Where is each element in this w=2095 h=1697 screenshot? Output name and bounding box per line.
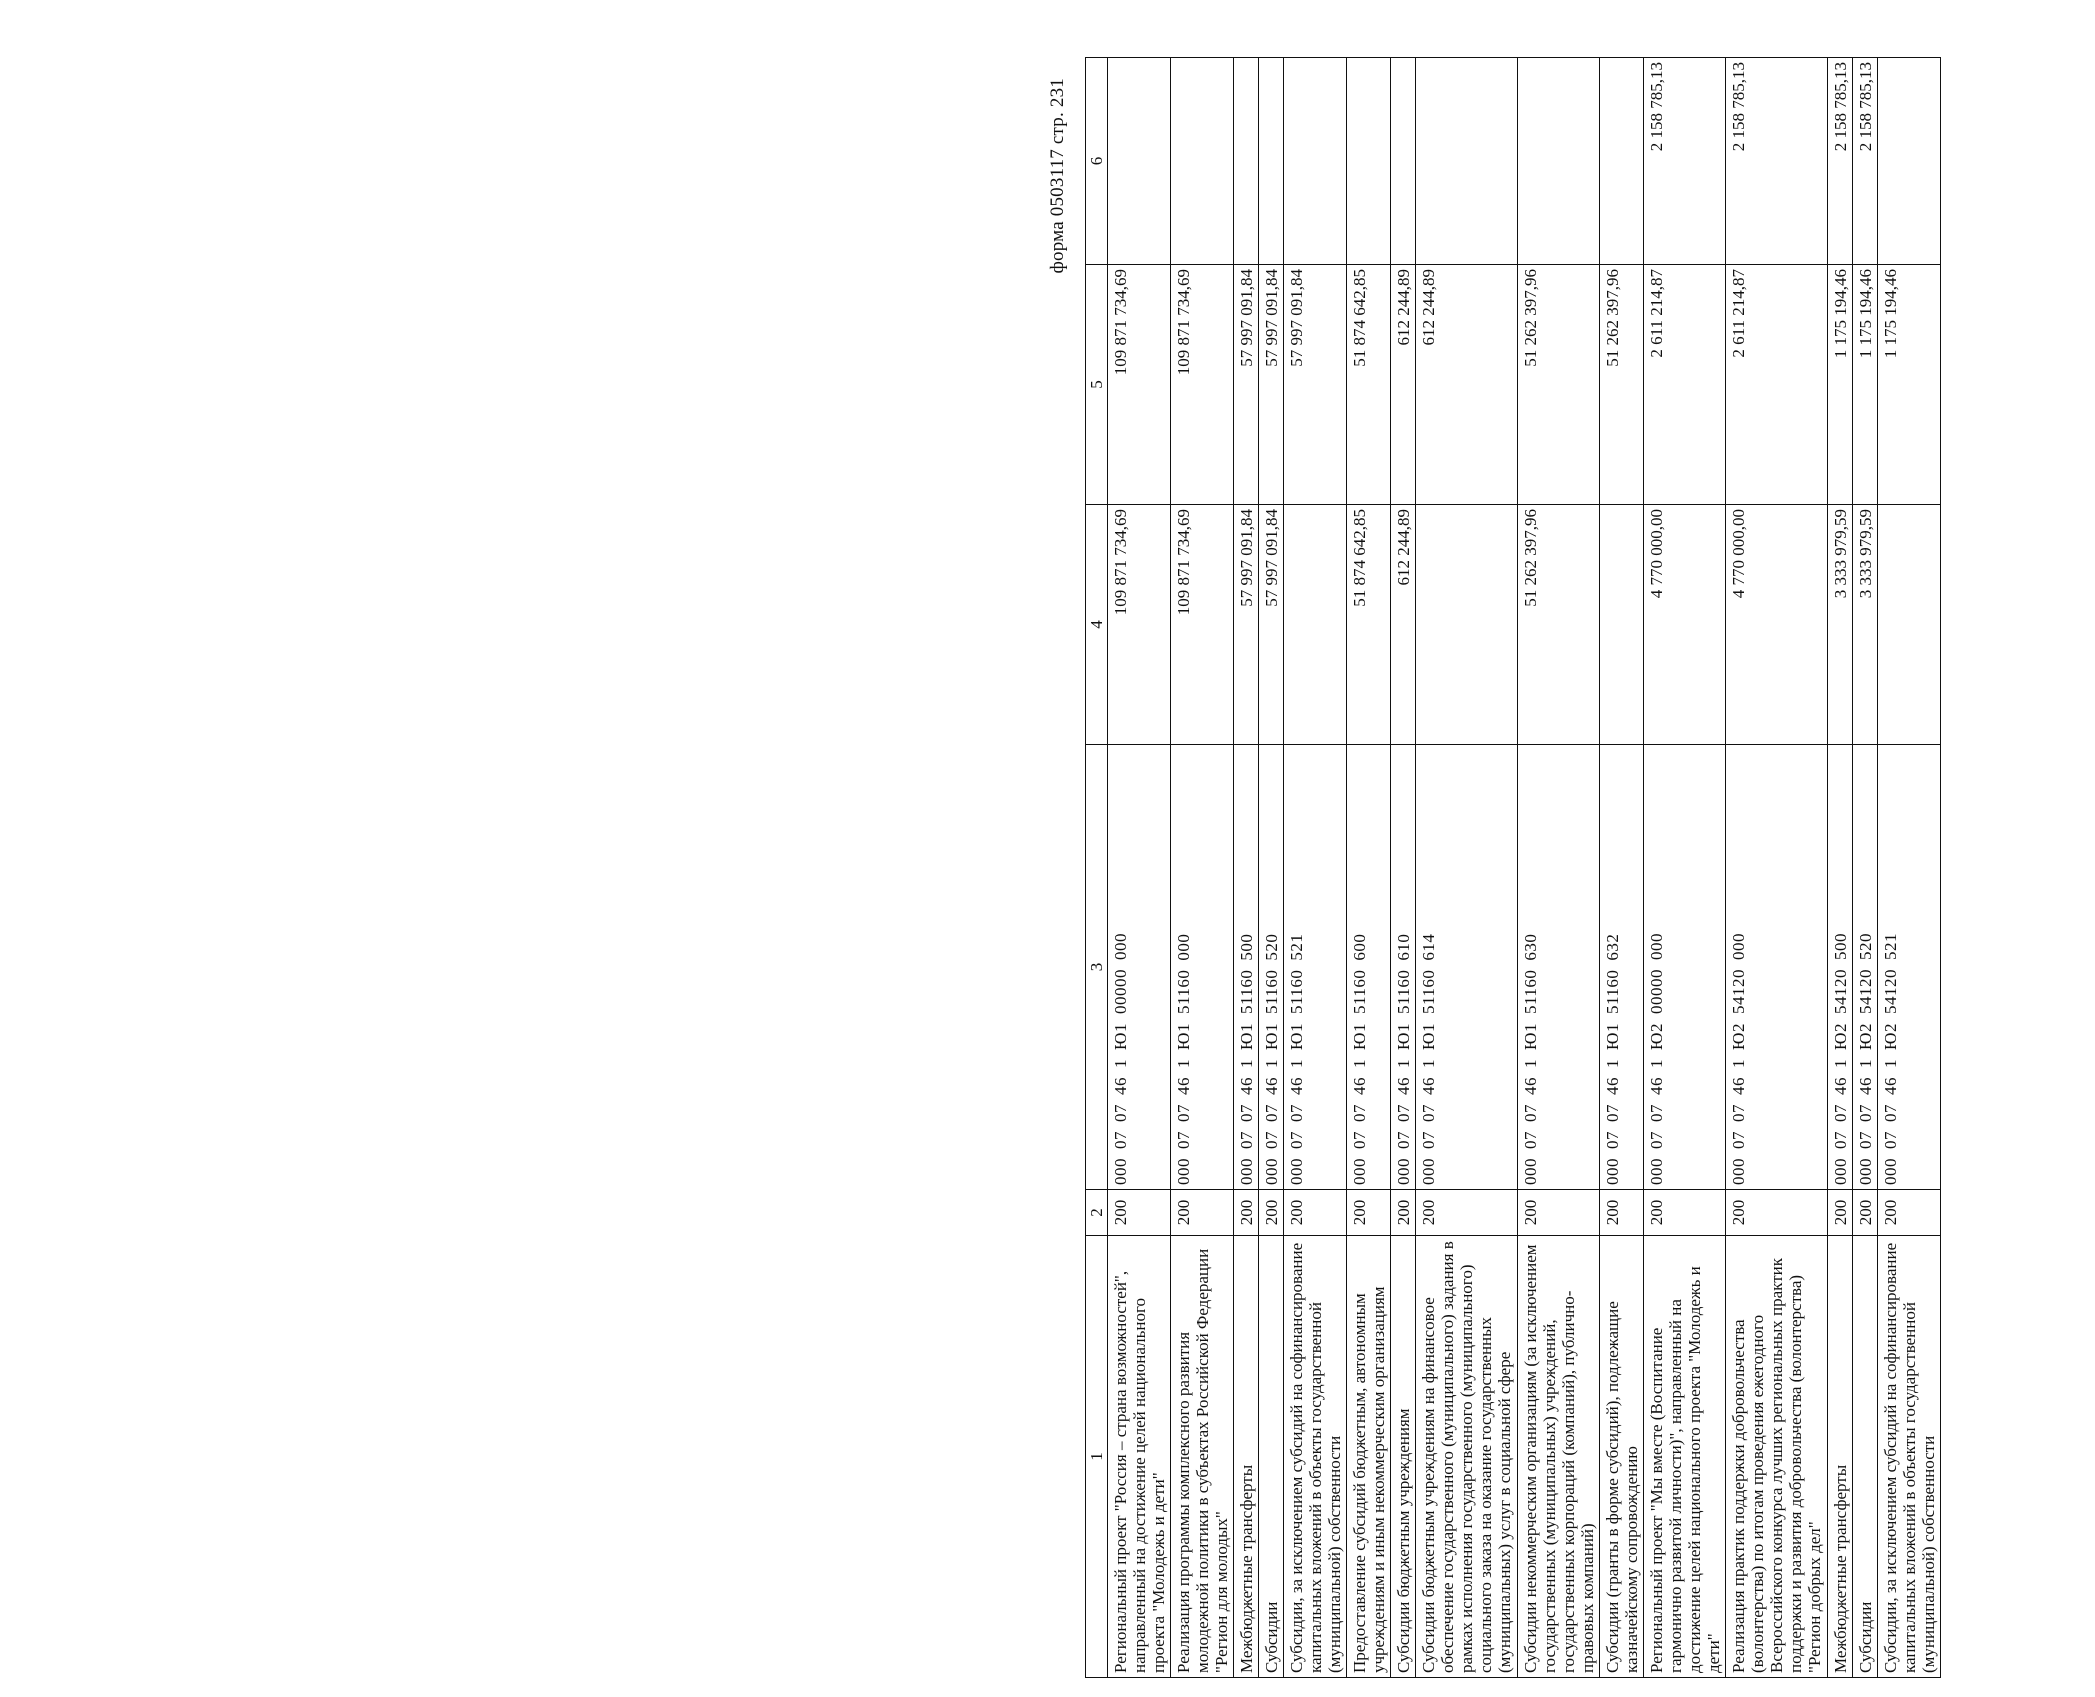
code-part: 632 bbox=[1603, 933, 1622, 961]
code-part: 1 bbox=[1262, 1059, 1281, 1068]
code-part: 000 bbox=[1350, 1158, 1369, 1185]
rotated-page bbox=[1047, 58, 2095, 1678]
unexecuted-cell: 2 158 785,13 bbox=[1726, 58, 1828, 265]
code-part: 521 bbox=[1881, 933, 1900, 961]
classification-code-cell bbox=[1347, 745, 1391, 1190]
code-part: 07 bbox=[1647, 1131, 1666, 1149]
line-code-cell: 200 bbox=[1726, 1190, 1828, 1236]
approved-cell bbox=[1600, 505, 1644, 745]
classification-code-cell bbox=[1600, 745, 1644, 1190]
code-part: 1 bbox=[1237, 1059, 1256, 1068]
code-part: Ю1 bbox=[1521, 1023, 1540, 1050]
code-part: Ю1 bbox=[1262, 1023, 1281, 1050]
code-part: 600 bbox=[1350, 933, 1369, 961]
column-number-row bbox=[1086, 58, 1108, 1678]
classification-code-cell bbox=[1391, 745, 1416, 1190]
code-part: 46 bbox=[1881, 1077, 1900, 1095]
code-part: 46 bbox=[1729, 1077, 1748, 1095]
code-part: 1 bbox=[1350, 1059, 1369, 1068]
code-part: 614 bbox=[1419, 933, 1438, 961]
line-code-cell: 200 bbox=[1391, 1190, 1416, 1236]
row-name-cell: Межбюджетные трансферты bbox=[1234, 1236, 1259, 1678]
code-part: 46 bbox=[1419, 1077, 1438, 1095]
unexecuted-cell bbox=[1391, 58, 1416, 265]
code-part: 1 bbox=[1729, 1059, 1748, 1068]
code-part: 54120 bbox=[1729, 969, 1748, 1015]
code-part: 1 bbox=[1647, 1059, 1666, 1068]
table-row bbox=[1853, 58, 1878, 1678]
code-part: 46 bbox=[1831, 1077, 1850, 1095]
code-part: 1 bbox=[1881, 1059, 1900, 1068]
code-part: 07 bbox=[1174, 1104, 1193, 1122]
code-part: 07 bbox=[1350, 1104, 1369, 1122]
code-part: 000 bbox=[1521, 1158, 1540, 1185]
code-part: 1 bbox=[1419, 1059, 1438, 1068]
code-part: Ю2 bbox=[1647, 1023, 1666, 1050]
code-part: 1 bbox=[1521, 1059, 1540, 1068]
code-part: 07 bbox=[1262, 1104, 1281, 1122]
code-part: 500 bbox=[1237, 933, 1256, 961]
code-part: 07 bbox=[1647, 1104, 1666, 1122]
budget-table bbox=[1085, 57, 1941, 1678]
executed-cell: 51 262 397,96 bbox=[1518, 265, 1600, 505]
classification-code-cell bbox=[1108, 745, 1171, 1190]
row-name-cell: Реализация программы комплексного развития молодежной политики в субъектах Российской Федерации "Регион для молодых" bbox=[1171, 1236, 1234, 1678]
table-row bbox=[1108, 58, 1171, 1678]
code-part: 46 bbox=[1174, 1077, 1193, 1095]
code-part: 07 bbox=[1262, 1131, 1281, 1149]
row-name-cell: Субсидии bbox=[1853, 1236, 1878, 1678]
classification-code-cell bbox=[1853, 745, 1878, 1190]
code-part: 000 bbox=[1174, 933, 1193, 961]
code-part: 1 bbox=[1111, 1059, 1130, 1068]
line-code-cell: 200 bbox=[1518, 1190, 1600, 1236]
line-code-cell: 200 bbox=[1108, 1190, 1171, 1236]
line-code-cell: 200 bbox=[1878, 1190, 1941, 1236]
classification-code-cell bbox=[1644, 745, 1726, 1190]
approved-cell: 51 874 642,85 bbox=[1347, 505, 1391, 745]
table-row bbox=[1234, 58, 1259, 1678]
classification-code-cell bbox=[1878, 745, 1941, 1190]
code-part: 46 bbox=[1262, 1077, 1281, 1095]
code-part: 520 bbox=[1856, 933, 1875, 961]
code-part: Ю1 bbox=[1111, 1023, 1130, 1050]
column-header: 6 bbox=[1086, 58, 1108, 265]
code-part: 07 bbox=[1603, 1104, 1622, 1122]
code-part: 46 bbox=[1647, 1077, 1666, 1095]
code-part: 07 bbox=[1394, 1131, 1413, 1149]
classification-code-cell bbox=[1828, 745, 1853, 1190]
executed-cell: 612 244,89 bbox=[1391, 265, 1416, 505]
code-part: 000 bbox=[1287, 1158, 1306, 1185]
approved-cell: 612 244,89 bbox=[1391, 505, 1416, 745]
code-part: 000 bbox=[1831, 1158, 1850, 1185]
code-part: 1 bbox=[1174, 1059, 1193, 1068]
code-part: 000 bbox=[1729, 933, 1748, 961]
table-row bbox=[1259, 58, 1284, 1678]
approved-cell: 109 871 734,69 bbox=[1108, 505, 1171, 745]
code-part: 630 bbox=[1521, 933, 1540, 961]
code-part: 1 bbox=[1287, 1059, 1306, 1068]
code-part: 07 bbox=[1603, 1131, 1622, 1149]
code-part: 07 bbox=[1856, 1131, 1875, 1149]
code-part: 000 bbox=[1603, 1158, 1622, 1185]
code-part: 51160 bbox=[1237, 969, 1256, 1015]
executed-cell: 1 175 194,46 bbox=[1853, 265, 1878, 505]
code-part: Ю2 bbox=[1831, 1023, 1850, 1050]
table-row bbox=[1828, 58, 1853, 1678]
table-row bbox=[1726, 58, 1828, 1678]
line-code-cell: 200 bbox=[1171, 1190, 1234, 1236]
line-code-cell: 200 bbox=[1853, 1190, 1878, 1236]
row-name-cell: Предоставление субсидий бюджетным, автономным учреждениям и иным некоммерческим организациям bbox=[1347, 1236, 1391, 1678]
code-part: 51160 bbox=[1394, 969, 1413, 1015]
line-code-cell: 200 bbox=[1234, 1190, 1259, 1236]
code-part: 000 bbox=[1262, 1158, 1281, 1185]
executed-cell: 1 175 194,46 bbox=[1828, 265, 1853, 505]
line-code-cell: 200 bbox=[1416, 1190, 1518, 1236]
table-row bbox=[1878, 58, 1941, 1678]
code-part: 07 bbox=[1881, 1104, 1900, 1122]
table-row bbox=[1600, 58, 1644, 1678]
approved-cell: 57 997 091,84 bbox=[1259, 505, 1284, 745]
code-part: 51160 bbox=[1262, 969, 1281, 1015]
code-part: 000 bbox=[1647, 933, 1666, 961]
code-part: Ю1 bbox=[1287, 1023, 1306, 1050]
unexecuted-cell bbox=[1284, 58, 1347, 265]
code-part: Ю1 bbox=[1350, 1023, 1369, 1050]
code-part: 520 bbox=[1262, 933, 1281, 961]
executed-cell: 1 175 194,46 bbox=[1878, 265, 1941, 505]
code-part: 07 bbox=[1881, 1131, 1900, 1149]
code-part: 000 bbox=[1237, 1158, 1256, 1185]
code-part: 51160 bbox=[1603, 969, 1622, 1015]
unexecuted-cell bbox=[1878, 58, 1941, 265]
executed-cell: 57 997 091,84 bbox=[1284, 265, 1347, 505]
row-name-cell: Региональный проект "Мы вместе (Воспитание гармонично развитой личности)", направленный на достижение целей национального проекта "Молодежь и дети" bbox=[1644, 1236, 1726, 1678]
row-name-cell: Межбюджетные трансферты bbox=[1828, 1236, 1853, 1678]
approved-cell bbox=[1284, 505, 1347, 745]
code-part: 46 bbox=[1111, 1077, 1130, 1095]
code-part: 51160 bbox=[1287, 969, 1306, 1015]
unexecuted-cell bbox=[1259, 58, 1284, 265]
code-part: 000 bbox=[1856, 1158, 1875, 1185]
executed-cell: 109 871 734,69 bbox=[1108, 265, 1171, 505]
table-row bbox=[1391, 58, 1416, 1678]
unexecuted-cell: 2 158 785,13 bbox=[1828, 58, 1853, 265]
approved-cell: 4 770 000,00 bbox=[1726, 505, 1828, 745]
code-part: 07 bbox=[1419, 1131, 1438, 1149]
code-part: Ю1 bbox=[1419, 1023, 1438, 1050]
code-part: 46 bbox=[1350, 1077, 1369, 1095]
classification-code-cell bbox=[1518, 745, 1600, 1190]
code-part: 51160 bbox=[1419, 969, 1438, 1015]
executed-cell: 57 997 091,84 bbox=[1259, 265, 1284, 505]
row-name-cell: Региональный проект "Россия – страна возможностей", направленный на достижение целей национального проекта "Молодежь и дети" bbox=[1108, 1236, 1171, 1678]
code-part: 00000 bbox=[1111, 969, 1130, 1015]
code-part: 46 bbox=[1287, 1077, 1306, 1095]
unexecuted-cell bbox=[1347, 58, 1391, 265]
unexecuted-cell: 2 158 785,13 bbox=[1644, 58, 1726, 265]
code-part: 07 bbox=[1350, 1131, 1369, 1149]
classification-code-cell bbox=[1726, 745, 1828, 1190]
code-part: Ю1 bbox=[1237, 1023, 1256, 1050]
executed-cell: 2 611 214,87 bbox=[1644, 265, 1726, 505]
code-part: 000 bbox=[1111, 933, 1130, 961]
code-part: 07 bbox=[1729, 1131, 1748, 1149]
unexecuted-cell bbox=[1416, 58, 1518, 265]
column-header: 3 bbox=[1086, 745, 1108, 1190]
row-name-cell: Субсидии bbox=[1259, 1236, 1284, 1678]
code-part: 07 bbox=[1419, 1104, 1438, 1122]
classification-code-cell bbox=[1234, 745, 1259, 1190]
code-part: 07 bbox=[1287, 1104, 1306, 1122]
line-code-cell: 200 bbox=[1828, 1190, 1853, 1236]
code-part: 46 bbox=[1394, 1077, 1413, 1095]
code-part: 46 bbox=[1237, 1077, 1256, 1095]
classification-code-cell bbox=[1416, 745, 1518, 1190]
executed-cell: 51 874 642,85 bbox=[1347, 265, 1391, 505]
unexecuted-cell bbox=[1600, 58, 1644, 265]
executed-cell: 57 997 091,84 bbox=[1234, 265, 1259, 505]
approved-cell: 109 871 734,69 bbox=[1171, 505, 1234, 745]
approved-cell bbox=[1878, 505, 1941, 745]
code-part: 07 bbox=[1174, 1131, 1193, 1149]
row-name-cell: Субсидии, за исключением субсидий на софинансирование капитальных вложений в объекты государственной (муниципальной) собственности bbox=[1878, 1236, 1941, 1678]
table-row bbox=[1518, 58, 1600, 1678]
code-part: 000 bbox=[1419, 1158, 1438, 1185]
row-name-cell: Субсидии, за исключением субсидий на софинансирование капитальных вложений в объекты государственной (муниципальной) собственности bbox=[1284, 1236, 1347, 1678]
code-part: 07 bbox=[1111, 1131, 1130, 1149]
line-code-cell: 200 bbox=[1259, 1190, 1284, 1236]
approved-cell bbox=[1416, 505, 1518, 745]
code-part: Ю2 bbox=[1881, 1023, 1900, 1050]
executed-cell: 51 262 397,96 bbox=[1600, 265, 1644, 505]
code-part: 51160 bbox=[1521, 969, 1540, 1015]
column-header: 5 bbox=[1086, 265, 1108, 505]
classification-code-cell bbox=[1171, 745, 1234, 1190]
executed-cell: 612 244,89 bbox=[1416, 265, 1518, 505]
approved-cell: 57 997 091,84 bbox=[1234, 505, 1259, 745]
line-code-cell: 200 bbox=[1347, 1190, 1391, 1236]
table-row bbox=[1284, 58, 1347, 1678]
code-part: 51160 bbox=[1174, 969, 1193, 1015]
line-code-cell: 200 bbox=[1284, 1190, 1347, 1236]
table-row bbox=[1416, 58, 1518, 1678]
code-part: 07 bbox=[1729, 1104, 1748, 1122]
code-part: Ю1 bbox=[1394, 1023, 1413, 1050]
code-part: 500 bbox=[1831, 933, 1850, 961]
code-part: 000 bbox=[1111, 1158, 1130, 1185]
unexecuted-cell bbox=[1518, 58, 1600, 265]
code-part: 46 bbox=[1603, 1077, 1622, 1095]
code-part: 1 bbox=[1394, 1059, 1413, 1068]
column-header: 4 bbox=[1086, 505, 1108, 745]
code-part: 07 bbox=[1237, 1131, 1256, 1149]
code-part: 07 bbox=[1521, 1104, 1540, 1122]
form-caption: форма 0503117 стр. 231 bbox=[1047, 78, 1068, 274]
table-row bbox=[1347, 58, 1391, 1678]
code-part: 000 bbox=[1174, 1158, 1193, 1185]
line-code-cell: 200 bbox=[1644, 1190, 1726, 1236]
code-part: 51160 bbox=[1350, 969, 1369, 1015]
approved-cell: 4 770 000,00 bbox=[1644, 505, 1726, 745]
code-part: 54120 bbox=[1856, 969, 1875, 1015]
classification-code-cell bbox=[1284, 745, 1347, 1190]
code-part: 54120 bbox=[1831, 969, 1850, 1015]
code-part: 07 bbox=[1237, 1104, 1256, 1122]
code-part: 000 bbox=[1647, 1158, 1666, 1185]
code-part: 54120 bbox=[1881, 969, 1900, 1015]
classification-code-cell bbox=[1259, 745, 1284, 1190]
code-part: Ю2 bbox=[1856, 1023, 1875, 1050]
code-part: 07 bbox=[1856, 1104, 1875, 1122]
code-part: 07 bbox=[1394, 1104, 1413, 1122]
code-part: 000 bbox=[1729, 1158, 1748, 1185]
code-part: 07 bbox=[1521, 1131, 1540, 1149]
code-part: 521 bbox=[1287, 933, 1306, 961]
unexecuted-cell bbox=[1171, 58, 1234, 265]
code-part: 610 bbox=[1394, 933, 1413, 961]
code-part: 00000 bbox=[1647, 969, 1666, 1015]
executed-cell: 109 871 734,69 bbox=[1171, 265, 1234, 505]
code-part: 07 bbox=[1287, 1131, 1306, 1149]
unexecuted-cell bbox=[1234, 58, 1259, 265]
column-header: 1 bbox=[1086, 1236, 1108, 1678]
column-header: 2 bbox=[1086, 1190, 1108, 1236]
code-part: 46 bbox=[1521, 1077, 1540, 1095]
row-name-cell: Субсидии (гранты в форме субсидий), подлежащие казначейскому сопровождению bbox=[1600, 1236, 1644, 1678]
row-name-cell: Субсидии некоммерческим организациям (за исключением государственных (муниципальных) учреждений, государственных корпораций (компаний), публично-правовых компаний) bbox=[1518, 1236, 1600, 1678]
unexecuted-cell bbox=[1108, 58, 1171, 265]
code-part: 07 bbox=[1831, 1131, 1850, 1149]
row-name-cell: Реализация практик поддержки добровольчества (волонтерства) по итогам проведения ежегодного Всероссийского конкурса лучших региональных практик поддержки и развития добровольчества (волонтерства) "Регион добрых дел" bbox=[1726, 1236, 1828, 1678]
code-part: 1 bbox=[1603, 1059, 1622, 1068]
code-part: Ю1 bbox=[1603, 1023, 1622, 1050]
row-name-cell: Субсидии бюджетным учреждениям на финансовое обеспечение государственного (муниципального) задания в рамках исполнения государственного (муниципального) социального заказа на оказание государственных (муниципальных) услуг в социальной сфере bbox=[1416, 1236, 1518, 1678]
code-part: 07 bbox=[1111, 1104, 1130, 1122]
unexecuted-cell: 2 158 785,13 bbox=[1853, 58, 1878, 265]
code-part: 000 bbox=[1881, 1158, 1900, 1185]
executed-cell: 2 611 214,87 bbox=[1726, 265, 1828, 505]
table-row bbox=[1644, 58, 1726, 1678]
code-part: 1 bbox=[1856, 1059, 1875, 1068]
code-part: 07 bbox=[1831, 1104, 1850, 1122]
code-part: 1 bbox=[1831, 1059, 1850, 1068]
code-part: 46 bbox=[1856, 1077, 1875, 1095]
line-code-cell: 200 bbox=[1600, 1190, 1644, 1236]
row-name-cell: Субсидии бюджетным учреждениям bbox=[1391, 1236, 1416, 1678]
code-part: 000 bbox=[1394, 1158, 1413, 1185]
code-part: Ю2 bbox=[1729, 1023, 1748, 1050]
approved-cell: 3 333 979,59 bbox=[1828, 505, 1853, 745]
approved-cell: 51 262 397,96 bbox=[1518, 505, 1600, 745]
code-part: Ю1 bbox=[1174, 1023, 1193, 1050]
approved-cell: 3 333 979,59 bbox=[1853, 505, 1878, 745]
table-row bbox=[1171, 58, 1234, 1678]
